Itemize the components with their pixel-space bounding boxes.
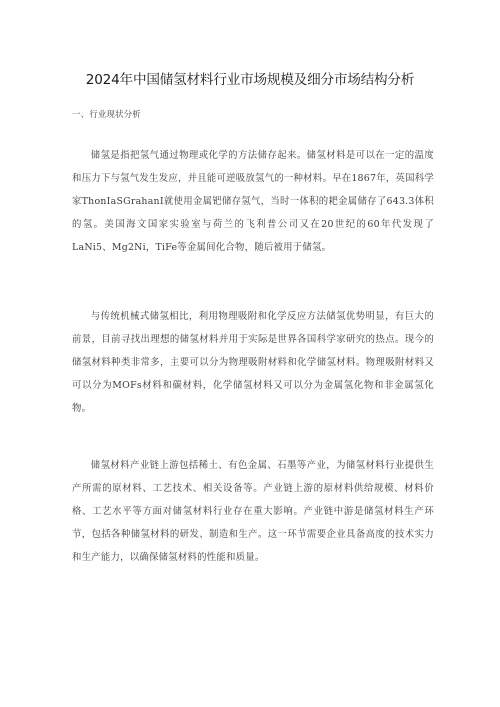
document-title: 2024年中国储氢材料行业市场规模及细分市场结构分析	[85, 72, 415, 88]
paragraph-3: 储氢材料产业链上游包括稀土、有色金属、石墨等产业，为储氢材料行业提供生产所需的原材料、工艺技术、相关设备等。产业链上游的原材料供给规模、材料价格、工艺水平等方面对储氢材料行业存在重大影响。产业链中游是储氢材料生产环节，包括各种储氢材料的研发、制造和生产。这一环节需要企业具备高度的技术实力和生产能力，以确保储氢材料的性能和质量。	[72, 460, 434, 563]
paragraph-2: 与传统机械式储氢相比，利用物理吸附和化学反应方法储氢优势明显，有巨大的前景，目前寻找出理想的储氢材料并用于实际是世界各国科学家研究的热点。现今的储氢材料种类非常多，主要可以分为物理吸附材料和化学储氢材料。物理吸附材料又可以分为MOFs材料和碳材料，化学储氢材料又可以分为金属氢化物和非金属氢化物。	[72, 311, 434, 414]
section-heading: 一、行业现状分析	[72, 110, 141, 120]
paragraph-1: 储氢是指把氢气通过物理或化学的方法储存起来。储氢材料是可以在一定的温度和压力下与氢气发生发应，并且能可逆吸放氢气的一种材料。早在1867年，英国科学家ThonIaSGrahanI就使用金属钯储存氢气，当时一体积的耙金属储存了643.3体积的氢。美国海文国家实验室与荷兰的飞利普公司又在20世纪的60年代发现了LaNi5、Mg2Ni，TiFe等金属间化合物，随后被用于储氢。	[72, 150, 434, 253]
